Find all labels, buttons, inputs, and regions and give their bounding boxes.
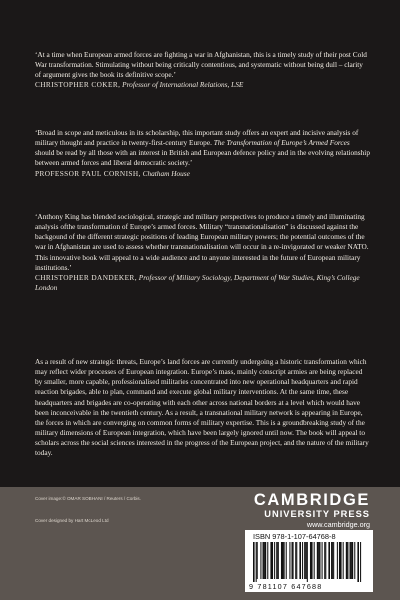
barcode-bar <box>267 542 268 579</box>
barcode-bar <box>276 542 278 579</box>
attribution-role: Chatham House <box>142 168 190 178</box>
barcode-bar <box>310 542 311 579</box>
barcode-bar <box>281 542 282 579</box>
barcode-bar <box>325 542 326 579</box>
cover-image-credit: Cover image:© OMAR SOBHANI / Reuters / Corbis. <box>35 496 142 501</box>
barcode-digits: 9 781107 647688 <box>249 582 323 591</box>
barcode-bar <box>293 542 294 579</box>
barcode-bar <box>286 542 287 579</box>
barcode-bar <box>278 542 279 579</box>
barcode-bar <box>265 542 267 579</box>
barcode-bar <box>304 542 305 579</box>
publisher-subtitle: UNIVERSITY PRESS <box>264 509 370 519</box>
barcode-bar <box>253 542 255 582</box>
barcode-bar <box>311 542 313 579</box>
barcode-bar <box>328 542 330 579</box>
barcode-bar <box>282 542 284 579</box>
barcode-bar <box>343 542 344 579</box>
barcode-bar <box>340 542 342 579</box>
quote-text: ‘At a time when European armed forces are fighting a war in Afghanistan, this is a timely study of their post Cold War transformation. Stimulating without being critically contentious, and systematic without being dull – clarity of argument gives the book its definitive scope.’ <box>35 50 367 80</box>
barcode-bar <box>317 542 319 579</box>
endorsement-quote-2 <box>35 128 370 179</box>
barcode-bar <box>264 542 265 579</box>
barcode-bar <box>302 542 303 579</box>
barcode-bar <box>270 542 272 579</box>
quote-attribution <box>35 169 370 179</box>
attribution-role: Professor of Military Sociology, Department of War Studies, King’s College London <box>35 272 360 293</box>
barcode-bar <box>322 542 323 579</box>
barcode-bar <box>260 542 261 579</box>
attribution-name: PROFESSOR PAUL CORNISH, <box>35 168 141 178</box>
barcode-bar <box>314 542 315 579</box>
book-summary: As a result of new strategic threats, Europe’s land forces are currently undergoing a historic transformation which may reflect wider processes of European integration. Europe’s mass, mainly conscript armies are being replaced by smaller, more capable, professionalised militaries concentrated into new operational headquarters and rapid reaction brigades, able to plan, command and execute global military interventions. At the same time, these headquarters and brigades are co-operating with each other across national borders at a level which would have been inconceivable in the twentieth century. As a result, a transnational military network is appearing in Europe, the forces in which are converging on common forms of military expertise. This is a groundbreaking study of the military dimensions of European integration, which have been largely ignored until now. The book will appeal to scholars across the social sciences interested in the progress of the European project, and the nature of the military today. <box>35 357 369 458</box>
barcode-bar <box>292 542 293 579</box>
quote-text: ‘Anthony King has blended sociological, strategic and military perspectives to produce a timely and illuminating analysis ofthe transformation of Europe’s armed forces. Military “transnationalisation” is discussed against the backgound of the different strategic positions of leading European military powers; the potential outcomes of the war in Afghanistan are used to assess whether transnationalisation will occur in a re-invigorated or weaker NATO. This innovative book will appeal to a wide audience and to anyone interested in the future of European military institutions.’ <box>35 212 369 272</box>
barcode-bar <box>284 542 285 579</box>
quote-text-part: ‘Broad in scope and meticulous in its scholarship, this important study offers an expert and incisive analysis of military thought and practice in twenty-first-century Europe. <box>35 128 359 148</box>
barcode-bar <box>272 542 273 579</box>
quote-text <box>35 128 370 169</box>
barcode-bar <box>295 542 296 579</box>
barcode-bar <box>257 542 258 579</box>
barcode-icon <box>249 542 369 582</box>
endorsement-quote-1 <box>35 50 370 91</box>
barcode-bar <box>324 542 325 579</box>
quote-attribution <box>35 80 370 90</box>
barcode-bar <box>333 542 334 579</box>
barcode-bar <box>289 542 290 579</box>
barcode-bar <box>337 542 338 579</box>
book-title-italic: The Transformation of Europe’s Armed Forces <box>213 138 350 148</box>
publisher-url: www.cambridge.org <box>306 520 370 529</box>
isbn-label: ISBN 978-1-107-64768-8 <box>253 532 336 541</box>
barcode-bar <box>352 542 354 579</box>
endorsement-quote-3 <box>35 212 370 293</box>
attribution-name: CHRISTOPHER COKER, <box>35 80 121 90</box>
barcode-bar <box>339 542 340 579</box>
barcode-bar <box>296 542 297 579</box>
barcode-bar <box>332 542 333 579</box>
isbn-barcode-box <box>245 530 373 592</box>
publisher-name: CAMBRIDGE <box>253 491 370 509</box>
barcode-bar <box>331 542 332 579</box>
quote-attribution <box>35 273 370 293</box>
publisher-logo <box>200 492 370 529</box>
attribution-role: Professor of International Relations, LSE <box>122 80 244 90</box>
barcode-bar <box>256 542 257 582</box>
barcode-bar <box>274 542 275 579</box>
barcode-bar <box>263 542 264 579</box>
barcode-bar <box>346 542 348 579</box>
barcode-bar <box>318 542 319 579</box>
barcode-bar <box>354 542 355 579</box>
barcode-bar <box>307 542 308 582</box>
barcode-bar <box>350 542 351 579</box>
barcode-bar <box>305 542 307 579</box>
barcode-bar <box>299 542 301 579</box>
barcode-bar <box>319 542 320 579</box>
attribution-name: CHRISTOPHER DANDEKER, <box>35 272 137 282</box>
barcode-bar <box>347 542 348 579</box>
barcode-bar <box>357 542 359 582</box>
barcode-bar <box>351 542 352 579</box>
barcode-bar <box>360 542 361 582</box>
cover-design-credit: Cover designed by Hart McLeod Ltd <box>35 518 109 523</box>
quote-text-part: should be read by all those with an interest in British and European defence policy and in the evolving relationship between armed forces and liberal democratic society.’ <box>35 148 370 168</box>
